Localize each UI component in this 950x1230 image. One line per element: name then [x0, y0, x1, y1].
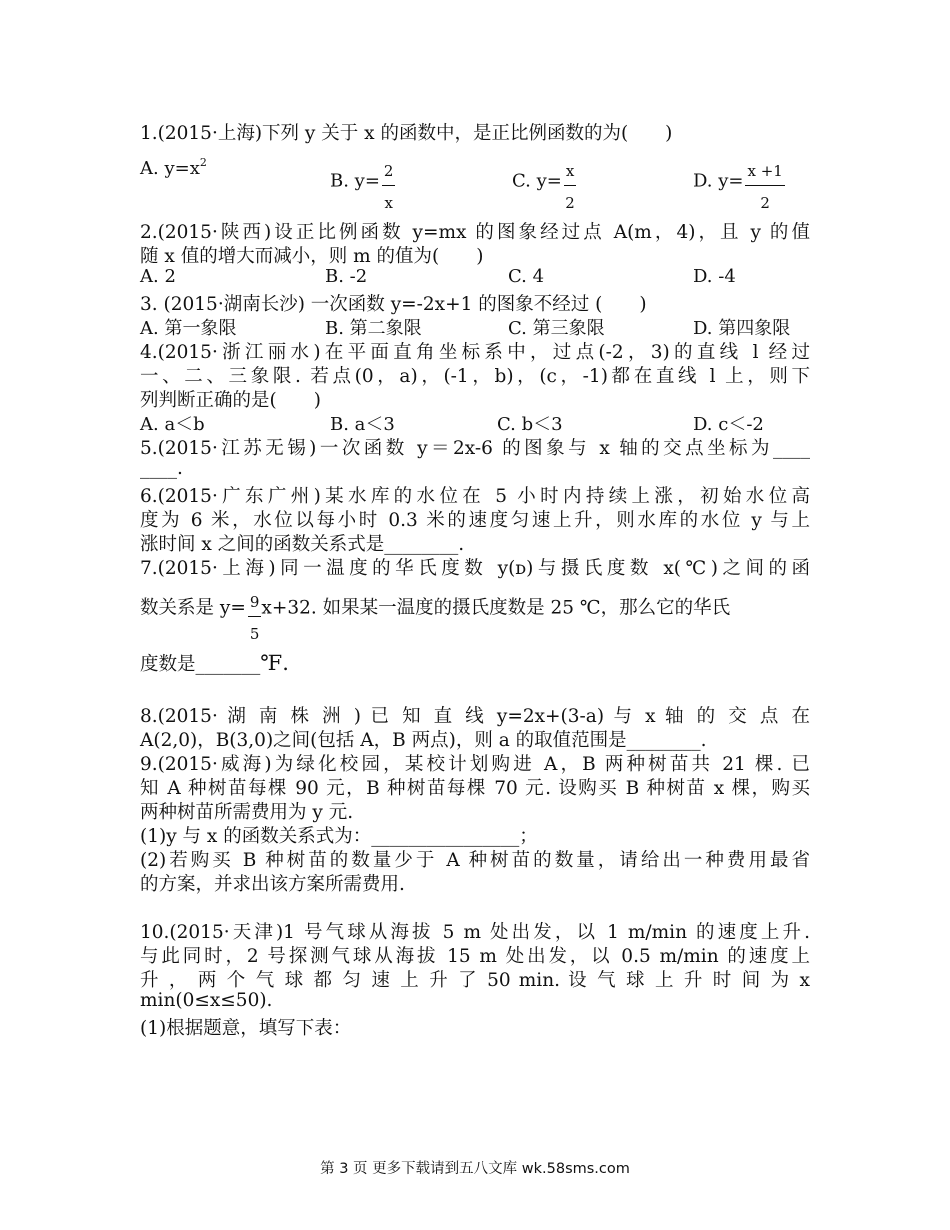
q9-line5: (2)若购买 B 种树苗的数量少于 A 种树苗的数量，请给出一种费用最省 [140, 850, 810, 871]
q7-unit: ℉. [260, 651, 289, 675]
q1-option-d-fraction [745, 164, 784, 211]
q1-option-b [330, 158, 395, 212]
q7-fraction [248, 595, 262, 642]
q2-option-a: A. 2 [140, 266, 176, 287]
q7-line2 [140, 585, 731, 643]
page-footer: 第 3 页 更多下载请到五八文库 wk.58sms.com [320, 1161, 630, 1177]
q3-option-d: D. 第四象限 [693, 318, 791, 339]
fraction-numerator: x +1 [747, 162, 783, 180]
q6-line3: 涨时间 x 之间的函数关系式是________. [140, 534, 465, 555]
q10-line3: 升 ， 两 个 气 球 都 匀 速 上 升 了 50 min. 设 气 球 上 升 时 间 为 x [140, 970, 810, 991]
fraction-denominator: x [384, 194, 393, 212]
q1-option-a [140, 158, 207, 179]
q2-line2: 随 x 值的增大而减小，则 m 的值为( ) [140, 246, 484, 267]
q6-line1: 6.(2015·广东广州)某水库的水位在 5 小时内持续上涨，初始水位高 [140, 486, 810, 507]
q8-line2: A(2,0)，B(3,0)之间(包括 A，B 两点)，则 a 的取值范围是________. [140, 730, 707, 751]
q8-line1: 8.(2015· 湖 南 株 洲 ) 已 知 直 线 y=2x+(3-a) 与 x 轴 的 交 点 在 [140, 706, 810, 727]
fraction-denominator: 2 [760, 194, 770, 212]
fraction-numerator: 2 [383, 162, 394, 180]
q9-line6: 的方案，并求出该方案所需费用. [140, 874, 405, 895]
q7-line3-text: 度数是_______ [140, 654, 261, 675]
q1-stem: 1.(2015·上海)下列 y 关于 x 的函数中，是正比例函数的为( ) [140, 123, 673, 144]
q4-line3: 列判断正确的是( ) [140, 390, 321, 411]
q4-option-d: D. c＜-2 [693, 414, 764, 435]
q9-line2: 知 A 种树苗每棵 90 元，B 种树苗每棵 70 元. 设购买 B 种树苗 x 棵，购买 [140, 778, 810, 799]
q1-option-d-text: D. y= [693, 170, 744, 192]
q3-stem: 3. (2015·湖南长沙) 一次函数 y=-2x+1 的图象不经过 ( ) [140, 294, 647, 315]
q4-option-c: C. b＜3 [497, 414, 563, 435]
q9-line3: 两种树苗所需费用为 y 元. [140, 802, 354, 823]
fraction-numerator: x [565, 162, 575, 180]
q1-option-c-text: C. y= [512, 170, 562, 192]
q3-option-a: A. 第一象限 [140, 318, 237, 339]
q1-option-d [693, 158, 785, 212]
q1-option-a-text: A. y=x [140, 158, 200, 179]
q4-option-a: A. a＜b [140, 414, 205, 435]
q2-option-c: C. 4 [508, 266, 545, 287]
q5-line2: ____. [140, 458, 183, 479]
fraction-denominator: 5 [249, 625, 260, 643]
q5-line1: 5.(2015·江苏无锡)一次函数 y＝2x-6 的图象与 x 轴的交点坐标为____ [140, 438, 810, 459]
q7-line3 [140, 650, 289, 676]
q3-option-b: B. 第二象限 [325, 318, 422, 339]
q1-option-a-exponent: 2 [199, 156, 207, 169]
q4-line1: 4.(2015·浙江丽水)在平面直角坐标系中，过点(-2，3)的直线 l 经过 [140, 342, 810, 363]
q10-line5: (1)根据题意，填写下表： [140, 1018, 352, 1039]
q2-option-d: D. -4 [693, 266, 736, 287]
q1-option-c-fraction [564, 164, 576, 211]
q10-line2: 与此同时，2 号探测气球从海拔 15 m 处出发，以 0.5 m/min 的速度上 [140, 946, 810, 967]
q1-option-b-text: B. y= [330, 170, 380, 192]
q6-line2: 度为 6 米，水位以每小时 0.3 米的速度匀速上升，则水库的水位 y 与上 [140, 510, 810, 531]
fraction-numerator: 9 [249, 593, 260, 611]
q2-line1: 2.(2015·陕西)设正比例函数 y=mx 的图象经过点 A(m，4)，且 y 的值 [140, 222, 810, 243]
q4-option-b: B. a＜3 [330, 414, 395, 435]
q7-line2-prefix: 数关系是 y= [140, 597, 246, 619]
q7-line2-suffix: x+32. 如果某一温度的摄氏度数是 25 ℃，那么它的华氏 [261, 597, 731, 619]
q9-line1: 9.(2015·威海)为绿化校园，某校计划购进 A，B 两种树苗共 21 棵. 已 [140, 754, 810, 775]
q1-option-b-fraction [382, 164, 396, 211]
q4-line2: 一、二、三象限. 若点(0，a)，(-1，b)，(c，-1)都在直线 l 上，则下 [140, 366, 810, 387]
q7-line1: 7.(2015·上海)同一温度的华氏度数 y(ᴅ)与摄氏度数 x(℃)之间的函 [140, 558, 810, 579]
q1-option-c [512, 158, 576, 212]
q3-option-c: C. 第三象限 [508, 318, 605, 339]
q9-line4: (1)y 与 x 的函数关系式为：________________； [140, 826, 538, 847]
q10-line4: min(0≤x≤50). [140, 990, 273, 1011]
q2-option-b: B. -2 [325, 266, 368, 287]
fraction-denominator: 2 [565, 194, 575, 212]
q10-line1: 10.(2015·天津)1 号气球从海拔 5 m 处出发，以 1 m/min 的速度上升. [140, 922, 810, 943]
